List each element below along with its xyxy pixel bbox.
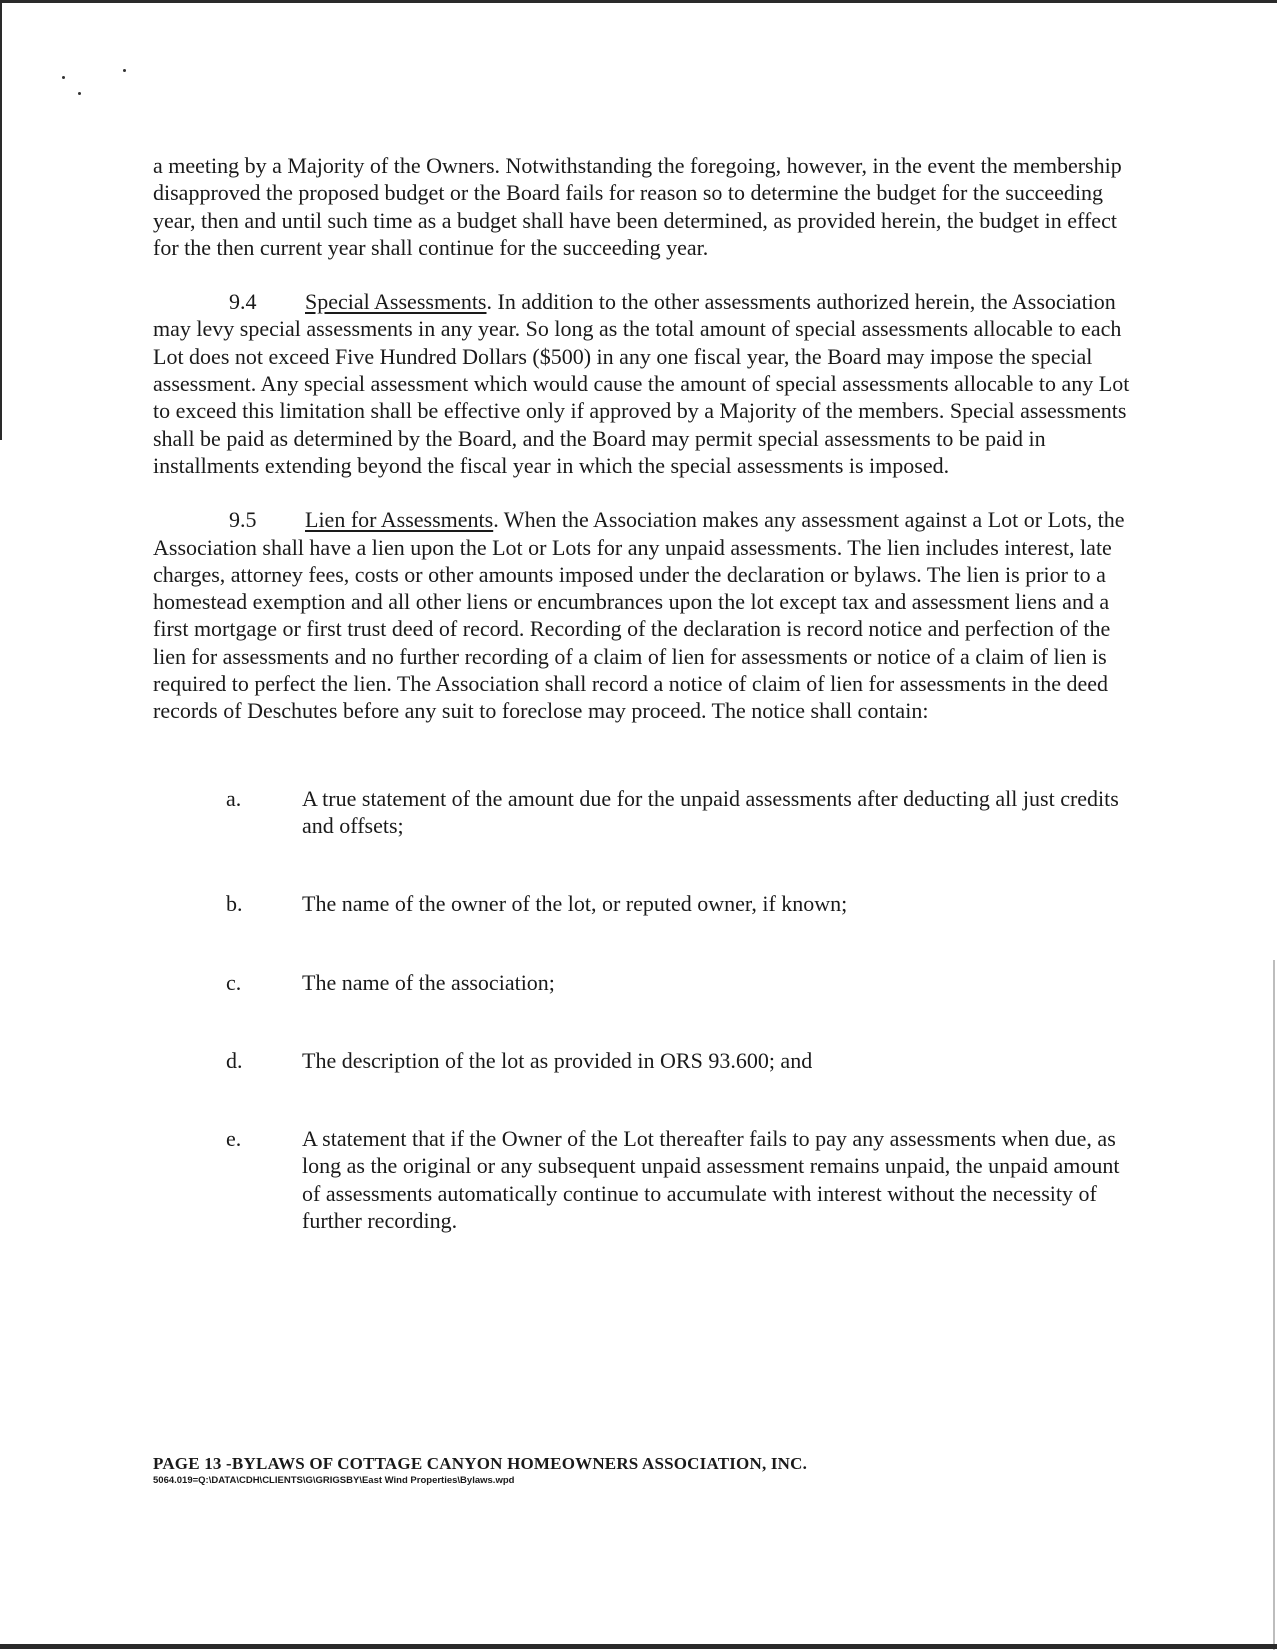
scan-edge-left [0, 0, 2, 440]
scan-edge-top [0, 0, 1277, 3]
list-item-letter: d. [226, 1047, 243, 1073]
scan-speck [78, 92, 81, 95]
footer-file-path: 5064.019=Q:\DATA\CDH\CLIENTS\G\GRIGSBY\East Wind Properties\Bylaws.wpd [153, 1475, 515, 1486]
list-item [153, 1047, 1135, 1074]
scan-speck [123, 69, 126, 72]
notice-contents-list [153, 785, 1135, 1235]
list-item-text: A true statement of the amount due for the unpaid assessments after deducting all just credits and offsets; [302, 785, 1119, 838]
section-number: 9.4 [229, 289, 257, 315]
page-footer [153, 1454, 1153, 1487]
section-9-4-special-assessments [153, 288, 1135, 479]
list-item-text: A statement that if the Owner of the Lot thereafter fails to pay any assessments when due, as long as the original or any subsequent unpaid assessment remains unpaid, the unpaid amount of assessments automatically continue to accumulate with interest without the necessity of further recording. [302, 1126, 1120, 1234]
list-item [153, 969, 1135, 996]
section-body: . In addition to the other assessments authorized herein, the Association may levy special assessments in any year. So long as the total amount of special assessments allocable to each Lot does not exceed Five Hundred Dollars ($500) in any one fiscal year, the Board may impose the special assessment. Any special assessment which would cause the amount of special assessments allocable to any Lot to exceed this limitation shall be effective only if approved by a Majority of the members. Special assessments shall be paid as determined by the Board, and the Board may permit special assessments to be paid in installments extending beyond the fiscal year in which the special assessments is imposed. [153, 289, 1130, 478]
scan-edge-bottom [0, 1644, 1277, 1649]
section-title: Special Assessments [305, 289, 487, 315]
footer-title: PAGE 13 -BYLAWS OF COTTAGE CANYON HOMEOWNERS ASSOCIATION, INC. [153, 1454, 808, 1473]
list-item-text: The name of the association; [302, 969, 555, 995]
list-item-letter: e. [226, 1126, 242, 1152]
list-item-letter: b. [226, 891, 243, 917]
document-body [153, 152, 1135, 1234]
list-item-text: The description of the lot as provided in ORS 93.600; and [302, 1047, 813, 1073]
list-item [153, 785, 1135, 840]
section-9-5-lien-for-assessments [153, 506, 1135, 724]
list-item-text: The name of the owner of the lot, or reputed owner, if known; [302, 891, 848, 917]
list-item [153, 1125, 1135, 1234]
section-body: . When the Association makes any assessment against a Lot or Lots, the Association shall have a lien upon the Lot or Lots for any unpaid assessments. The lien includes interest, late charges, attorney fees, costs or other amounts imposed under the declaration or bylaws. The lien is prior to a homestead exemption and all other liens or encumbrances upon the lot except tax and assessment liens and a first mortgage or first trust deed of record. Recording of the declaration is record notice and perfection of the lien for assessments and no further recording of a claim of lien for assessments or notice of a claim of lien is required to perfect the lien. The Association shall record a notice of claim of lien for assessments in the deed records of Deschutes before any suit to foreclose may proceed. The notice shall contain: [153, 507, 1125, 724]
scan-edge-right [1273, 960, 1275, 1650]
section-title: Lien for Assessments [305, 507, 494, 533]
list-item-letter: c. [226, 969, 242, 995]
scan-speck [62, 76, 65, 79]
paragraph-budget-continuation: a meeting by a Majority of the Owners. Notwithstanding the foregoing, however, in the event the membership disapproved the proposed budget or the Board fails for reason so to determine the budget for the succeeding year, then and until such time as a budget shall have been determined, as provided herein, the budget in effect for the then current year shall continue for the succeeding year. [153, 153, 1122, 260]
list-item-letter: a. [226, 785, 242, 811]
section-number: 9.5 [229, 507, 257, 533]
list-item [153, 890, 1135, 917]
